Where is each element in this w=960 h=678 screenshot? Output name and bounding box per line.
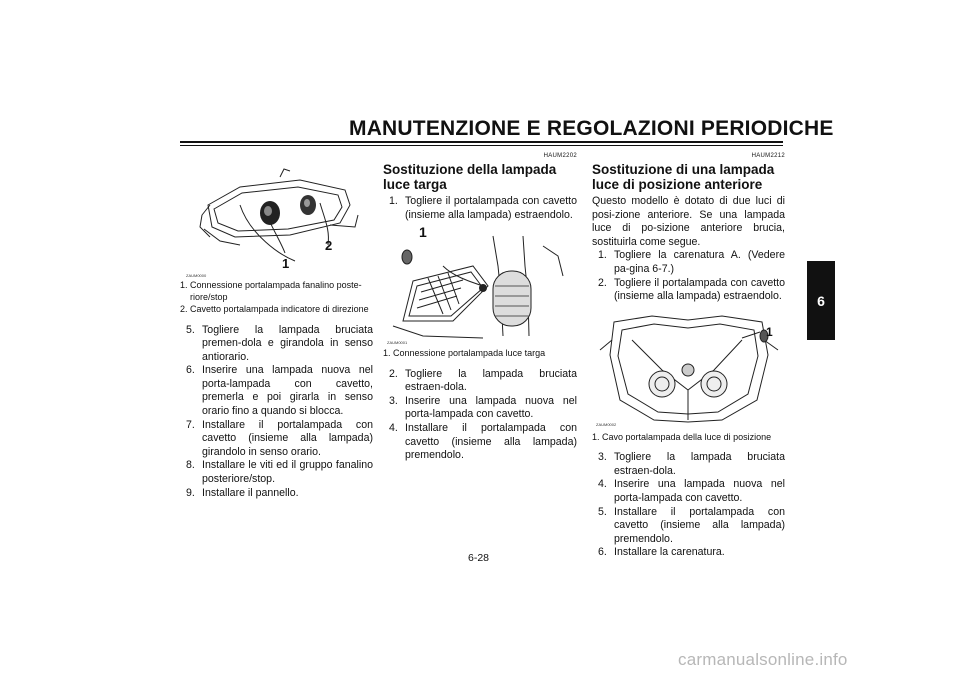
step-item: 7. Installare il portalampada con cavetto (insieme alla lampada) girandolo in senso orario.	[186, 418, 373, 458]
header-rule	[180, 141, 783, 143]
watermark: carmanualsonline.info	[678, 650, 848, 669]
step-item: 5. Installare il portalampada con cavetto (insieme alla lampada) premendolo.	[598, 505, 785, 545]
license-light-illustration	[383, 226, 577, 344]
section-code: HAUM2212	[751, 153, 785, 159]
step-item: 2. Togliere la lampada bruciata estraen-dola.	[389, 367, 577, 394]
step-item: 9. Installare il pannello.	[186, 486, 299, 499]
section-title: Sostituzione di una lampada luce di posizione anteriore	[592, 162, 775, 192]
step-list	[180, 324, 373, 501]
caption-item: 2. Cavetto portalampada indicatore di direzione	[180, 304, 369, 314]
step-item: 3. Togliere la lampada bruciata estraen-dola.	[598, 451, 785, 477]
figure-code: ZAUM0001	[387, 340, 408, 346]
figure-code: ZAUM0002	[596, 421, 617, 427]
caption-item: 1. Connessione portalampada luce targa	[383, 348, 546, 359]
taillight-illustration	[180, 165, 373, 278]
caption-item: 1. Cavo portalampada della luce di posizione	[592, 431, 772, 442]
callout-1: 1	[282, 256, 290, 271]
taillight-figure	[180, 165, 373, 278]
step-item: 1. Togliere il portalampada con cavetto (insieme alla lampada) estraendolo.	[389, 195, 577, 221]
section-title: Sostituzione della lampada luce targa	[383, 162, 557, 192]
section-code: HAUM2202	[543, 153, 577, 159]
step-list	[592, 249, 785, 303]
intro-paragraph: Questo modello è dotato di due luci di posi-zione anteriore. Se una lampada luce di po-sizione anteriore brucia, sostituirla come segue.	[592, 195, 785, 248]
step-item: 5. Togliere la lampada bruciata premen-dola e girandola in senso antiorario.	[186, 323, 373, 363]
figure-captions	[180, 280, 373, 316]
step-list	[383, 195, 577, 222]
step-item: 3. Inserire una lampada nuova nel porta-lampada con cavetto.	[389, 394, 577, 421]
header-rule-thin	[180, 145, 783, 146]
caption-item: 1. Connessione portalampada fanalino poste-riore/stop	[180, 280, 362, 302]
step-item: 6. Installare la carenatura.	[598, 546, 725, 559]
column-2	[383, 152, 577, 463]
column-1	[180, 165, 373, 500]
callout-1: 1	[766, 324, 773, 339]
step-item: 8. Installare le viti ed il gruppo fanalino posteriore/stop.	[186, 459, 373, 486]
chapter-tab: 6	[807, 261, 835, 340]
position-light-illustration	[592, 310, 785, 428]
step-list	[383, 368, 577, 463]
page-header-title: MANUTENZIONE E REGOLAZIONI PERIODICHE	[349, 117, 834, 140]
page-number: 6-28	[468, 552, 490, 564]
callout-2: 2	[325, 238, 333, 253]
step-item: 6. Inserire una lampada nuova nel porta-lampada con cavetto, premerla e poi girarla in senso orario fino a quando si blocca.	[186, 364, 373, 418]
column-3	[592, 152, 785, 560]
step-item: 1. Togliere la carenatura A. (Vedere pa-gina 6-7.)	[598, 249, 785, 275]
step-item: 4. Installare il portalampada con cavetto (insieme alla lampada) premendolo.	[389, 422, 577, 462]
figure-captions	[592, 432, 785, 444]
step-list	[592, 451, 785, 560]
callout-1: 1	[419, 224, 427, 241]
step-item: 2. Togliere il portalampada con cavetto (insieme alla lampada) estraendolo.	[598, 276, 785, 303]
position-light-figure	[592, 310, 785, 428]
figure-captions	[383, 348, 577, 360]
license-light-figure	[383, 226, 577, 344]
step-item: 4. Inserire una lampada nuova nel porta-lampada con cavetto.	[598, 478, 785, 505]
figure-code: ZAUM0000	[186, 273, 207, 278]
